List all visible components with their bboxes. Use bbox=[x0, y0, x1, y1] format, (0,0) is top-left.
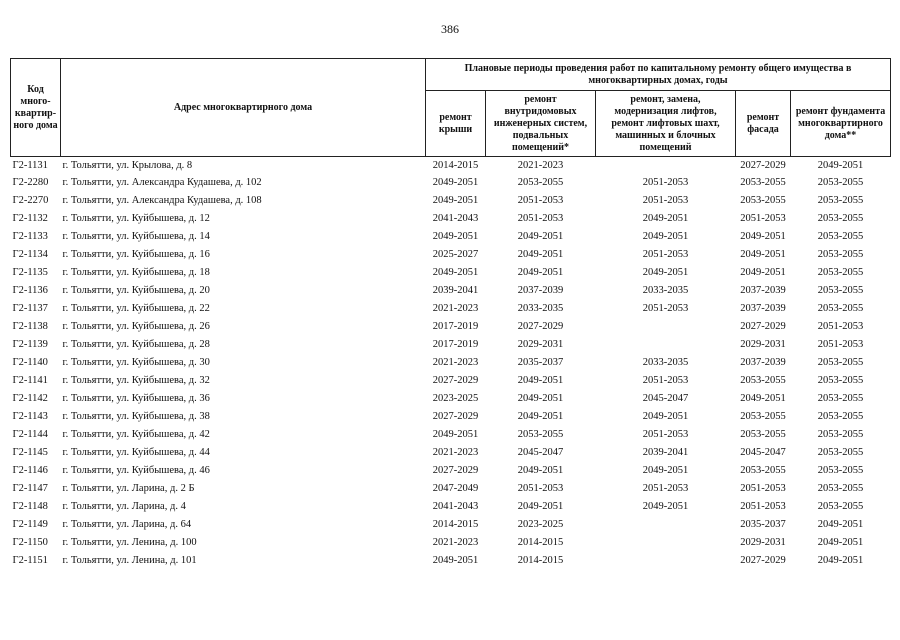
cell-foundation: 2053-2055 bbox=[817, 375, 864, 386]
cell-roof: 2049-2051 bbox=[432, 231, 479, 242]
cell-facade: 2049-2051 bbox=[740, 267, 786, 278]
table-row bbox=[11, 174, 891, 192]
header-roof: ремонт крыши bbox=[426, 91, 486, 157]
cell-systems: 2049-2051 bbox=[517, 231, 564, 242]
cell-address: г. Тольятти, ул. Куйбышева, д. 28 bbox=[62, 339, 210, 350]
cell-systems: 2014-2015 bbox=[517, 555, 564, 566]
cell-systems: 2045-2047 bbox=[517, 447, 564, 458]
cell-foundation: 2049-2051 bbox=[817, 160, 864, 171]
cell-code: Г2-1132 bbox=[12, 213, 48, 224]
cell-elevators: 2049-2051 bbox=[642, 231, 689, 242]
cell-roof: 2027-2029 bbox=[432, 411, 479, 422]
cell-address: г. Тольятти, ул. Ларина, д. 64 bbox=[62, 519, 192, 530]
table-row bbox=[11, 300, 891, 318]
cell-systems: 2053-2055 bbox=[517, 177, 564, 188]
cell-address: г. Тольятти, ул. Куйбышева, д. 12 bbox=[62, 213, 210, 224]
cell-facade: 2027-2029 bbox=[740, 160, 786, 171]
cell-facade: 2051-2053 bbox=[740, 501, 786, 512]
cell-elevators: 2051-2053 bbox=[642, 375, 689, 386]
cell-roof: 2049-2051 bbox=[432, 267, 479, 278]
cell-facade: 2051-2053 bbox=[740, 213, 786, 224]
table-row bbox=[11, 192, 891, 210]
cell-address: г. Тольятти, ул. Куйбышева, д. 30 bbox=[62, 357, 210, 368]
cell-roof: 2027-2029 bbox=[432, 465, 479, 476]
cell-code: Г2-1151 bbox=[12, 555, 48, 566]
header-facade: ремонт фасада bbox=[736, 91, 791, 157]
cell-systems: 2027-2029 bbox=[517, 321, 564, 332]
cell-elevators: 2049-2051 bbox=[642, 501, 689, 512]
cell-elevators bbox=[596, 552, 736, 570]
cell-code: Г2-1133 bbox=[12, 231, 48, 242]
cell-code: Г2-1138 bbox=[12, 321, 48, 332]
cell-address: г. Тольятти, ул. Куйбышева, д. 18 bbox=[62, 267, 210, 278]
cell-elevators: 2049-2051 bbox=[642, 213, 689, 224]
cell-roof: 2049-2051 bbox=[432, 195, 479, 206]
cell-elevators: 2049-2051 bbox=[642, 267, 689, 278]
cell-code: Г2-1140 bbox=[12, 357, 48, 368]
cell-code: Г2-1149 bbox=[12, 519, 48, 530]
cell-foundation: 2053-2055 bbox=[817, 267, 864, 278]
cell-address: г. Тольятти, ул. Куйбышева, д. 16 bbox=[62, 249, 210, 260]
cell-roof: 2014-2015 bbox=[432, 519, 479, 530]
cell-elevators: 2045-2047 bbox=[642, 393, 689, 404]
cell-elevators: 2039-2041 bbox=[642, 447, 689, 458]
cell-address: г. Тольятти, ул. Куйбышева, д. 44 bbox=[62, 447, 210, 458]
cell-code: Г2-1146 bbox=[12, 465, 48, 476]
cell-address: г. Тольятти, ул. Куйбышева, д. 22 bbox=[62, 303, 210, 314]
cell-elevators bbox=[596, 534, 736, 552]
cell-systems: 2029-2031 bbox=[517, 339, 564, 350]
header-code: Код много-квартир-ного дома bbox=[11, 59, 61, 157]
table-row bbox=[11, 408, 891, 426]
cell-code: Г2-1137 bbox=[12, 303, 48, 314]
cell-code: Г2-2270 bbox=[12, 195, 49, 206]
cell-roof: 2021-2023 bbox=[432, 303, 479, 314]
cell-foundation: 2053-2055 bbox=[817, 465, 864, 476]
cell-facade: 2049-2051 bbox=[740, 249, 786, 260]
cell-code: Г2-1136 bbox=[12, 285, 48, 296]
cell-roof: 2041-2043 bbox=[432, 501, 479, 512]
cell-code: Г2-1142 bbox=[12, 393, 48, 404]
cell-facade: 2053-2055 bbox=[740, 429, 786, 440]
table-row bbox=[11, 534, 891, 552]
cell-code: Г2-1134 bbox=[12, 249, 48, 260]
cell-facade: 2037-2039 bbox=[740, 303, 786, 314]
cell-systems: 2051-2053 bbox=[517, 213, 564, 224]
cell-facade: 2051-2053 bbox=[740, 483, 786, 494]
cell-address: г. Тольятти, ул. Александра Кудашева, д. 108 bbox=[62, 195, 262, 206]
cell-elevators: 2051-2053 bbox=[642, 483, 689, 494]
cell-address: г. Тольятти, ул. Куйбышева, д. 32 bbox=[62, 375, 210, 386]
cell-address: г. Тольятти, ул. Александра Кудашева, д. 102 bbox=[62, 177, 262, 188]
cell-facade: 2037-2039 bbox=[740, 285, 786, 296]
cell-foundation: 2051-2053 bbox=[817, 339, 864, 350]
cell-foundation: 2053-2055 bbox=[817, 249, 864, 260]
capital-repair-table bbox=[10, 58, 891, 570]
cell-address: г. Тольятти, ул. Ленина, д. 101 bbox=[62, 555, 197, 566]
cell-systems: 2014-2015 bbox=[517, 537, 564, 548]
cell-systems: 2051-2053 bbox=[517, 195, 564, 206]
cell-foundation: 2053-2055 bbox=[817, 501, 864, 512]
table-body bbox=[11, 157, 891, 571]
cell-code: Г2-2280 bbox=[12, 177, 49, 188]
cell-elevators bbox=[596, 516, 736, 534]
cell-facade: 2049-2051 bbox=[740, 231, 786, 242]
cell-address: г. Тольятти, ул. Куйбышева, д. 38 bbox=[62, 411, 210, 422]
header-systems: ремонт внутридомовых инженерных систем, подвальных помещений* bbox=[486, 91, 596, 157]
cell-foundation: 2053-2055 bbox=[817, 393, 864, 404]
cell-foundation: 2053-2055 bbox=[817, 429, 864, 440]
cell-roof: 2027-2029 bbox=[432, 375, 479, 386]
cell-elevators bbox=[596, 318, 736, 336]
cell-elevators: 2049-2051 bbox=[642, 465, 689, 476]
table-row bbox=[11, 354, 891, 372]
cell-code: Г2-1139 bbox=[12, 339, 48, 350]
table-row bbox=[11, 210, 891, 228]
table-row bbox=[11, 516, 891, 534]
cell-elevators: 2051-2053 bbox=[642, 177, 689, 188]
cell-systems: 2049-2051 bbox=[517, 267, 564, 278]
cell-foundation: 2051-2053 bbox=[817, 321, 864, 332]
cell-facade: 2053-2055 bbox=[740, 411, 786, 422]
table-row bbox=[11, 444, 891, 462]
cell-systems: 2049-2051 bbox=[517, 465, 564, 476]
cell-roof: 2049-2051 bbox=[432, 555, 479, 566]
table-row bbox=[11, 282, 891, 300]
cell-systems: 2049-2051 bbox=[517, 249, 564, 260]
page-number: 386 bbox=[441, 22, 459, 36]
cell-elevators: 2033-2035 bbox=[642, 357, 689, 368]
cell-foundation: 2053-2055 bbox=[817, 483, 864, 494]
cell-elevators: 2049-2051 bbox=[642, 411, 689, 422]
cell-code: Г2-1143 bbox=[12, 411, 48, 422]
cell-roof: 2039-2041 bbox=[432, 285, 479, 296]
table-row bbox=[11, 318, 891, 336]
cell-facade: 2027-2029 bbox=[740, 321, 786, 332]
cell-foundation: 2053-2055 bbox=[817, 231, 864, 242]
cell-foundation: 2053-2055 bbox=[817, 447, 864, 458]
cell-systems: 2049-2051 bbox=[517, 375, 564, 386]
cell-systems: 2049-2051 bbox=[517, 501, 564, 512]
cell-code: Г2-1147 bbox=[12, 483, 48, 494]
table-row bbox=[11, 157, 891, 175]
cell-roof: 2049-2051 bbox=[432, 177, 479, 188]
cell-elevators: 2051-2053 bbox=[642, 303, 689, 314]
cell-facade: 2035-2037 bbox=[740, 519, 786, 530]
cell-facade: 2053-2055 bbox=[740, 465, 786, 476]
table-row bbox=[11, 426, 891, 444]
table-row bbox=[11, 462, 891, 480]
cell-foundation: 2053-2055 bbox=[817, 411, 864, 422]
cell-foundation: 2053-2055 bbox=[817, 195, 864, 206]
cell-facade: 2053-2055 bbox=[740, 195, 786, 206]
cell-roof: 2017-2019 bbox=[432, 339, 479, 350]
table-row bbox=[11, 246, 891, 264]
cell-facade: 2037-2039 bbox=[740, 357, 786, 368]
cell-foundation: 2053-2055 bbox=[817, 357, 864, 368]
cell-elevators: 2051-2053 bbox=[642, 195, 689, 206]
table-row bbox=[11, 498, 891, 516]
cell-elevators bbox=[596, 157, 736, 175]
cell-foundation: 2049-2051 bbox=[817, 537, 864, 548]
cell-systems: 2051-2053 bbox=[517, 483, 564, 494]
cell-address: г. Тольятти, ул. Куйбышева, д. 42 bbox=[62, 429, 210, 440]
cell-foundation: 2053-2055 bbox=[817, 177, 864, 188]
cell-foundation: 2053-2055 bbox=[817, 213, 864, 224]
cell-address: г. Тольятти, ул. Куйбышева, д. 36 bbox=[62, 393, 210, 404]
cell-code: Г2-1141 bbox=[12, 375, 48, 386]
cell-code: Г2-1144 bbox=[12, 429, 48, 440]
cell-code: Г2-1145 bbox=[12, 447, 48, 458]
cell-elevators bbox=[596, 336, 736, 354]
cell-facade: 2029-2031 bbox=[740, 537, 786, 548]
cell-systems: 2023-2025 bbox=[517, 519, 564, 530]
header-periods-group: Плановые периоды проведения работ по капитальному ремонту общего имущества в многоквартирных домах, годы bbox=[426, 59, 891, 91]
header-foundation: ремонт фундамента многоквартирного дома** bbox=[791, 91, 891, 157]
cell-elevators: 2051-2053 bbox=[642, 429, 689, 440]
table-row bbox=[11, 264, 891, 282]
cell-roof: 2017-2019 bbox=[432, 321, 479, 332]
cell-facade: 2049-2051 bbox=[740, 393, 786, 404]
header-address: Адрес многоквартирного дома bbox=[61, 59, 426, 157]
table-row bbox=[11, 228, 891, 246]
cell-roof: 2021-2023 bbox=[432, 537, 479, 548]
cell-roof: 2023-2025 bbox=[432, 393, 479, 404]
cell-address: г. Тольятти, ул. Крылова, д. 8 bbox=[62, 160, 193, 171]
cell-address: г. Тольятти, ул. Куйбышева, д. 20 bbox=[62, 285, 210, 296]
cell-address: г. Тольятти, ул. Ларина, д. 2 Б bbox=[62, 483, 195, 494]
cell-code: Г2-1150 bbox=[12, 537, 48, 548]
cell-roof: 2025-2027 bbox=[432, 249, 479, 260]
header-elevators: ремонт, замена, модернизация лифтов, ремонт лифтовых шахт, машинных и блочных помещений bbox=[596, 91, 736, 157]
cell-address: г. Тольятти, ул. Куйбышева, д. 46 bbox=[62, 465, 210, 476]
cell-foundation: 2049-2051 bbox=[817, 555, 864, 566]
cell-elevators: 2033-2035 bbox=[642, 285, 689, 296]
cell-systems: 2037-2039 bbox=[517, 285, 564, 296]
cell-roof: 2021-2023 bbox=[432, 357, 479, 368]
cell-roof: 2041-2043 bbox=[432, 213, 479, 224]
cell-facade: 2053-2055 bbox=[740, 177, 786, 188]
cell-systems: 2053-2055 bbox=[517, 429, 564, 440]
cell-address: г. Тольятти, ул. Куйбышева, д. 14 bbox=[62, 231, 210, 242]
cell-facade: 2029-2031 bbox=[740, 339, 786, 350]
cell-foundation: 2053-2055 bbox=[817, 285, 864, 296]
cell-systems: 2021-2023 bbox=[517, 160, 564, 171]
cell-roof: 2047-2049 bbox=[432, 483, 479, 494]
cell-roof: 2049-2051 bbox=[432, 429, 479, 440]
cell-facade: 2027-2029 bbox=[740, 555, 786, 566]
table-row bbox=[11, 552, 891, 570]
cell-code: Г2-1135 bbox=[12, 267, 48, 278]
cell-facade: 2045-2047 bbox=[740, 447, 786, 458]
cell-address: г. Тольятти, ул. Ленина, д. 100 bbox=[62, 537, 197, 548]
cell-address: г. Тольятти, ул. Ларина, д. 4 bbox=[62, 501, 186, 512]
cell-systems: 2033-2035 bbox=[517, 303, 564, 314]
cell-systems: 2049-2051 bbox=[517, 393, 564, 404]
cell-code: Г2-1148 bbox=[12, 501, 48, 512]
cell-code: Г2-1131 bbox=[12, 160, 48, 171]
table-row bbox=[11, 390, 891, 408]
cell-roof: 2021-2023 bbox=[432, 447, 479, 458]
table-row bbox=[11, 336, 891, 354]
cell-facade: 2053-2055 bbox=[740, 375, 786, 386]
cell-foundation: 2049-2051 bbox=[817, 519, 864, 530]
cell-address: г. Тольятти, ул. Куйбышева, д. 26 bbox=[62, 321, 210, 332]
table-header bbox=[11, 59, 891, 157]
cell-systems: 2049-2051 bbox=[517, 411, 564, 422]
table-row bbox=[11, 480, 891, 498]
cell-elevators: 2051-2053 bbox=[642, 249, 689, 260]
cell-systems: 2035-2037 bbox=[517, 357, 564, 368]
cell-foundation: 2053-2055 bbox=[817, 303, 864, 314]
table-row bbox=[11, 372, 891, 390]
cell-roof: 2014-2015 bbox=[432, 160, 479, 171]
